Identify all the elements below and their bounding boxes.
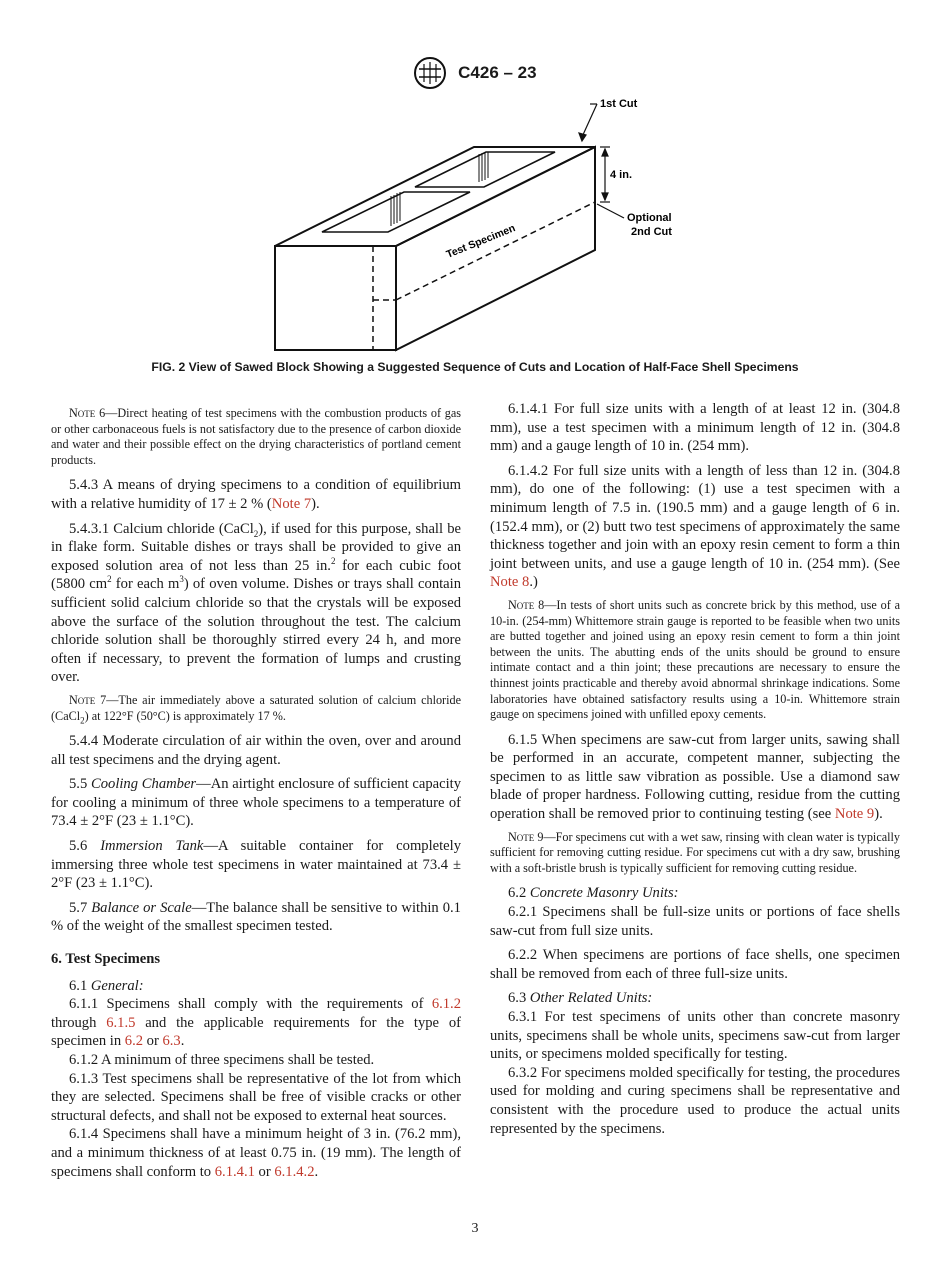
- section-5-5: 5.5 Cooling Chamber—An airtight enclosure of sufficient capacity for cooling a minimum of three whole specimens to a temperature of 73.4 ± 2°F (23 ± 1.1°C).: [51, 776, 461, 830]
- section-5-4-3: 5.4.3 A means of drying specimens to a condition of equilibrium with a relative humidity of 17 ± 2 % (Note 7).: [51, 477, 461, 512]
- section-6-1-4-2: 6.1.4.2 For full size units with a length of less than 12 in. (304.8 mm), do one of the following: (1) use a test specimen with a minimum length of 7.5 in. (190.5 mm) and a gauge length of 6 in. (152.4 mm), or (2) butt two test specimens of approximately the same thickness together and join with an epoxy resin cement to form a thin joint between units, and use a gauge length of 10 in. (254 mm). (See Note 8.): [490, 462, 900, 591]
- link-6-1-5[interactable]: 6.1.5: [106, 1014, 136, 1031]
- section-6-1: 6.1 General:: [69, 977, 144, 994]
- dimension-marks: [579, 104, 624, 218]
- section-6-2-2: 6.2.2 When specimens are portions of face shells, one specimen shall be removed from each of three full-size units.: [490, 947, 900, 982]
- note-9-link[interactable]: Note 9: [834, 806, 875, 823]
- height-label: 4 in.: [610, 169, 633, 181]
- note-7-link[interactable]: Note 7: [271, 495, 312, 512]
- optional-second-cut-line: [396, 202, 595, 300]
- astm-logo-icon: [413, 56, 447, 90]
- link-6-2[interactable]: 6.2: [124, 1033, 144, 1050]
- sawed-block-figure: [260, 92, 700, 354]
- figure-caption: FIG. 2 View of Sawed Block Showing a Suggested Sequence of Cuts and Location of Half-Face Shell Specimens: [151, 360, 799, 374]
- note-7: Note 7—The air immediately above a saturated solution of calcium chloride (CaCl$_2$) at 122°F (50°C) is approximately 17 %.: [51, 692, 461, 725]
- section-6-2: 6.2 Concrete Masonry Units:: [508, 885, 679, 902]
- block-front-face: [275, 246, 396, 350]
- section-6-2-1: 6.2.1 Specimens shall be full-size units or portions of face shells saw-cut from full size units.: [490, 904, 900, 939]
- section-5-7: 5.7 Balance or Scale—The balance shall be sensitive to within 0.1 % of the weight of the smallest specimen tested.: [51, 899, 461, 935]
- page-number: 3: [471, 1221, 479, 1236]
- left-column: [51, 400, 461, 1181]
- section-5-4-4: 5.4.4 Moderate circulation of air within the oven, over and around all test specimens and the drying agent.: [51, 733, 461, 768]
- test-specimen-label: Test Specimen: [444, 222, 518, 261]
- page-header: [0, 56, 950, 90]
- section-6-1-4-1: 6.1.4.1 For full size units with a length of at least 12 in. (304.8 mm), use a test specimen with a minimum length of 12 in. (304.8 mm) and a gauge length of 10 in. (254 mm).: [490, 401, 900, 455]
- link-6-3[interactable]: 6.3: [162, 1033, 181, 1050]
- block-drawing: [275, 147, 595, 350]
- first-cut-label: 1st Cut: [600, 98, 638, 110]
- section-5-4-3-1: 5.4.3.1 Calcium chloride (CaCl$_2$), if used for this purpose, shall be in flake form. Suitable dishes or trays shall be provided to give an exposed solution area of not less than 25 in.$^2$ for each cubic foot (5800 $cm^2$ for each $m^3$) of oven volume. Dishes or trays shall contain sufficient solid calcium chloride so that the crystals will be exposed above the surface of the solution throughout the test. The calcium chloride solution shall be thoroughly stirred every 24 h, and more often if necessary, to prevent the formation of lumps and crusting over.: [51, 520, 462, 686]
- link-6-1-4-2[interactable]: 6.1.4.2: [274, 1163, 315, 1180]
- note-9: Note 9—For specimens cut with a wet saw, rinsing with clean water is typically sufficient for removing cutting residue. For specimens cut with a dry saw, brushing with a soft-bristle brush is typically sufficient for removing cutting residue.: [490, 829, 901, 875]
- optional-cut-label-line2: 2nd Cut: [631, 226, 672, 238]
- link-6-1-4-1[interactable]: 6.1.4.1: [214, 1163, 255, 1180]
- note-8: Note 8—In tests of short units such as concrete brick by this method, use of a 10-in. (254-mm) Whittemore strain gauge is reported to be feasible when two units are butted together and joined using an epoxy resin cement to form a thin joint between the units. The abutting ends of the units should be ground to ensure intimate contact and a thin joint; these precautions are necessary to ensure the thinnest joints practicable and thereby avoid abnormal shrinkage indications. Some laboratories have obtained satisfactory results using a 10-in. Whittemore strain gauge on specimens joined with unfilled epoxy cements.: [490, 597, 901, 722]
- note-6: Note 6—Direct heating of test specimens with the combustion products of gas or other carbonaceous fuels is not satisfactory due to the presence of carbon dioxide and water and their possible effect on the drying characteristics of portland cement products.: [51, 406, 462, 467]
- section-6-3-1: 6.3.1 For test specimens of units other than concrete masonry units, specimens shall be whole units, specimens saw-cut from larger units, or specimens molded specifically for testing.: [490, 1009, 900, 1063]
- section-6-1-3: 6.1.3 Test specimens shall be representative of the lot from which they are selected. Specimens shall be free of visible cracks or other structural defects, and shall not be exposed to external heat sources.: [51, 1070, 461, 1124]
- section-6-1-1: 6.1.1 Specimens shall comply with the requirements of 6.1.2 through 6.1.5 and the applicable requirements for the type of specimen in 6.2 or 6.3.: [51, 996, 461, 1050]
- note-8-link[interactable]: Note 8: [490, 574, 530, 591]
- cut-lines: [373, 202, 595, 350]
- section-6-1-5: 6.1.5 When specimens are saw-cut from larger units, sawing shall be performed in an accurate, competent manner, subjecting the specimen to as little saw vibration as possible. Use a diamond saw blade of proper hardness. Following cutting, residue from the cutting operation shall be removed prior to continuing testing (see Note 9).: [490, 731, 900, 823]
- document-designation: C426 – 23: [458, 63, 537, 82]
- section-6-1-2: 6.1.2 A minimum of three specimens shall be tested.: [69, 1052, 375, 1068]
- section-6-heading: 6. Test Specimens: [51, 951, 161, 968]
- section-5-6: 5.6 Immersion Tank—A suitable container for completely immersing three whole test specimens in water maintained at 73.4 ± 2°F (23 ± 1.1°C).: [51, 838, 462, 892]
- optional-cut-label-line1: Optional: [627, 212, 672, 224]
- second-cut-leader: [597, 204, 624, 218]
- link-6-1-2[interactable]: 6.1.2: [431, 996, 461, 1013]
- section-6-3-2: 6.3.2 For specimens molded specifically for testing, the procedures used for molding and curing specimens shall be representative and consistent with the procedure used to produce the actual units represented by the specimens.: [490, 1064, 900, 1137]
- section-6-1-4: 6.1.4 Specimens shall have a minimum height of 3 in. (76.2 mm), and a minimum thickness of at least 0.75 in. (19 mm). The length of specimens shall conform to 6.1.4.1 or 6.1.4.2.: [51, 1126, 461, 1180]
- right-column: [490, 400, 900, 1138]
- block-side-face: [396, 147, 595, 350]
- section-6-3: 6.3 Other Related Units:: [508, 990, 653, 1007]
